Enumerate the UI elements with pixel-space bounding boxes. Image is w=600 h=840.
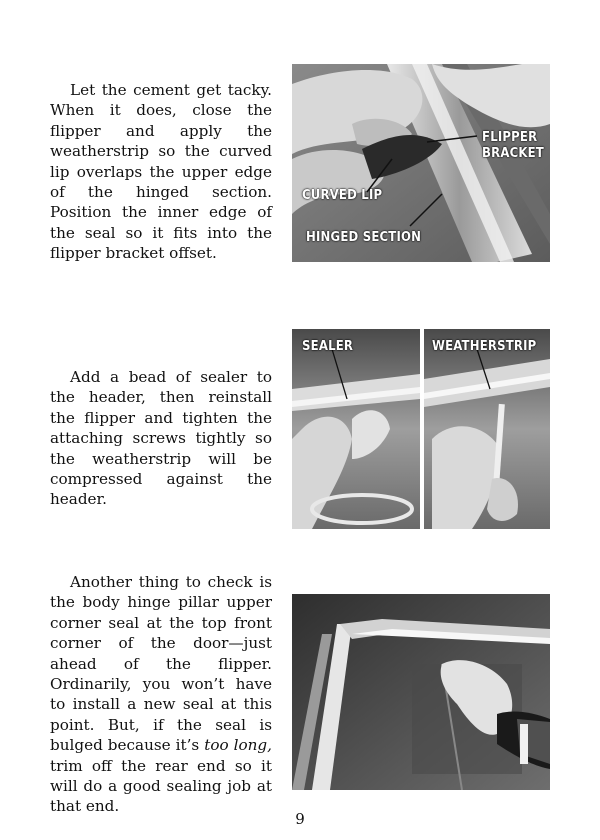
paragraph-cement-tacky	[50, 80, 272, 264]
page-number: 9	[295, 810, 305, 828]
paragraph-bead-of-sealer	[50, 367, 272, 510]
paragraph-text: Let the cement get tacky. When it does, close the flipper and apply the weatherstrip so the curved lip overlaps the upper edge of the hinged section. Position the inner edge of the seal so it fits into the flipper bracket offset.	[50, 81, 272, 263]
paragraph-emphasis: too long,	[204, 736, 272, 755]
photo-flipper-bracket	[292, 64, 550, 262]
callout-hinged-section: HINGED SECTION	[306, 230, 422, 245]
photo-sealer-weatherstrip	[292, 329, 550, 529]
paragraph-text-after: trim off the rear end so it will do a good sealing job at that end.	[50, 756, 272, 816]
paragraph-text-before: Another thing to check is the body hinge pillar upper corner seal at the top front corner of the door—just ahead of the flipper. Ordinarily, you won’t have to install a new seal at this point. But, if the seal is bulged because it’s	[50, 573, 272, 755]
callout-weatherstrip: WEATHERSTRIP	[432, 339, 537, 354]
photo-sealer-weatherstrip-image	[292, 329, 550, 529]
callout-flipper: FLIPPER	[482, 130, 538, 145]
callout-curved-lip: CURVED LIP	[302, 188, 383, 203]
photo-hinge-pillar-seal-image	[292, 594, 550, 790]
paragraph-hinge-pillar-seal	[50, 572, 272, 817]
paragraph-text: Add a bead of sealer to the header, then reinstall the flipper and tighten the attaching screws tightly so the weatherstrip will be compressed against the header.	[50, 368, 272, 509]
photo-hinge-pillar-seal	[292, 594, 550, 790]
callout-sealer: SEALER	[302, 339, 354, 354]
callout-bracket: BRACKET	[482, 146, 544, 161]
